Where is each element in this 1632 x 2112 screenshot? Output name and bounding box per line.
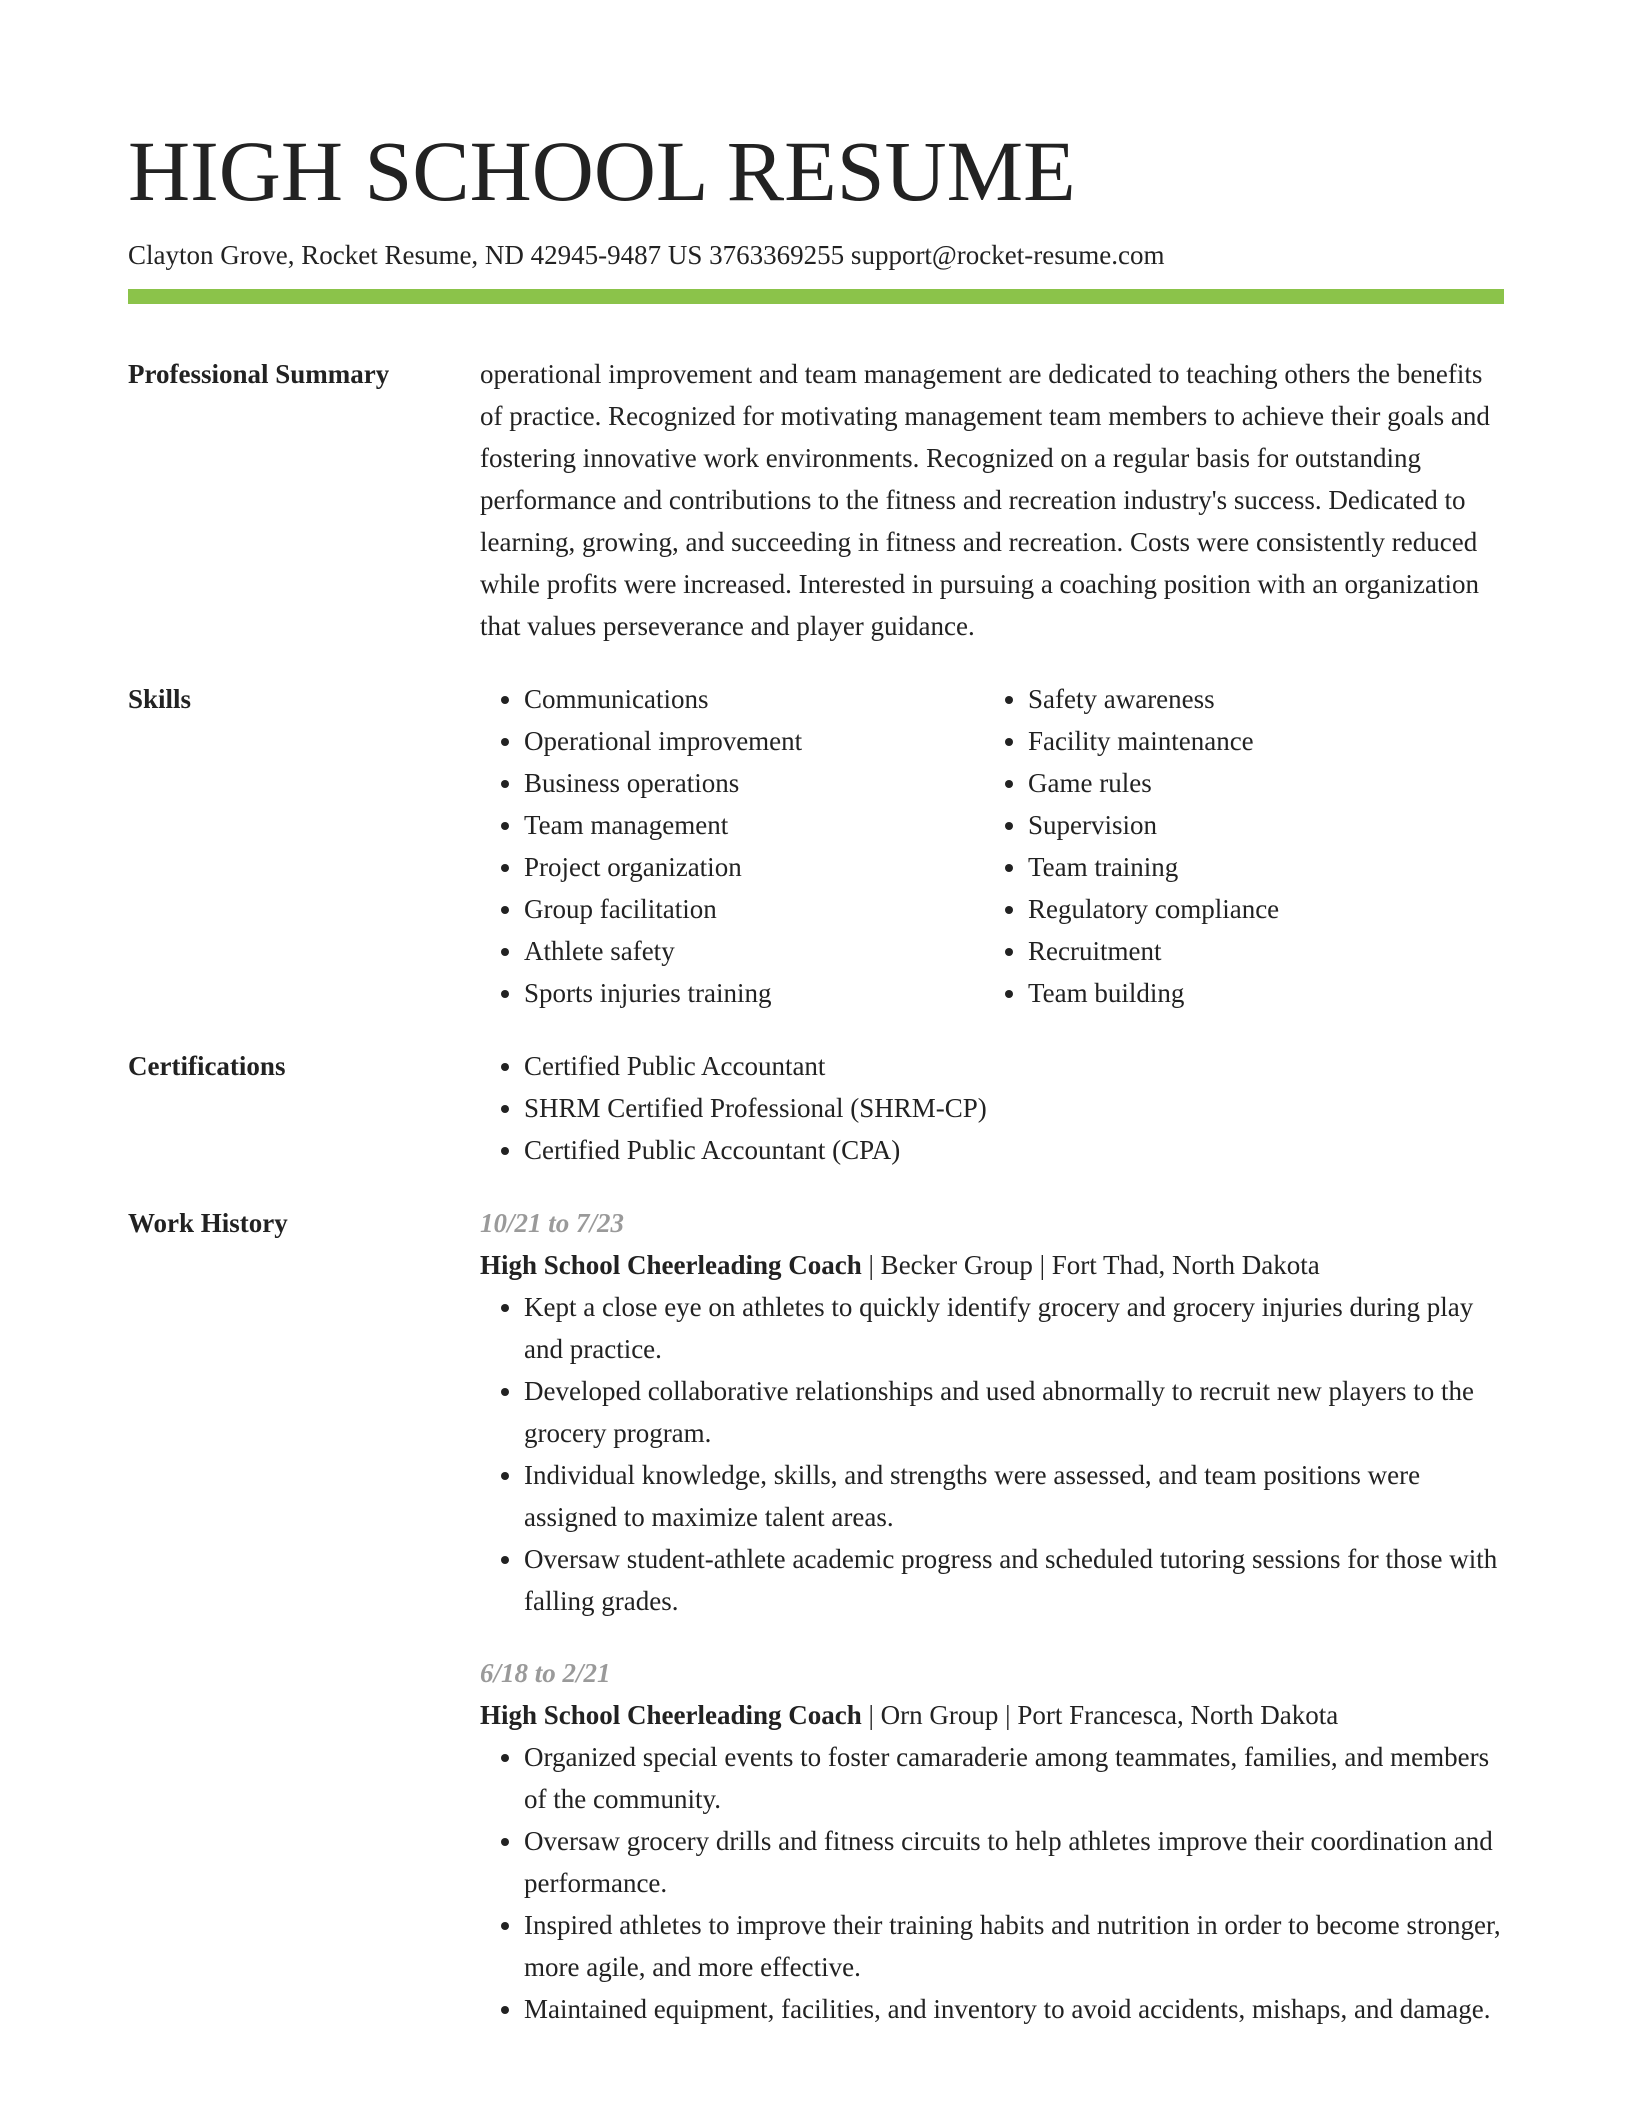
job-entry: [480, 1652, 1504, 2030]
skill-item: • Supervision: [1028, 804, 1488, 846]
job-title: High School Cheerleading Coach: [480, 1700, 862, 1730]
skill-item: • Project organization: [524, 846, 984, 888]
summary-body: [480, 353, 1504, 647]
certifications-list: [480, 1045, 1504, 1171]
job-bullets: [480, 1736, 1504, 2030]
job-bullet: • Oversaw student-athlete academic progress and scheduled tutoring sessions for those with falling grades.: [524, 1538, 1504, 1622]
skills-section: [128, 678, 1504, 1014]
job-title: High School Cheerleading Coach: [480, 1250, 862, 1280]
skill-item: • Regulatory compliance: [1028, 888, 1488, 930]
job-dates: 6/18 to 2/21: [480, 1658, 611, 1688]
skill-item: • Team management: [524, 804, 984, 846]
contact-line: Clayton Grove, Rocket Resume, ND 42945-9487 US 3763369255 support@rocket-resume.com: [128, 240, 1165, 270]
job-entry: [480, 1202, 1504, 1622]
accent-divider: [128, 289, 1504, 304]
skills-list-right: [984, 678, 1488, 1014]
job-heading: [480, 1244, 1504, 1286]
summary-text: operational improvement and team management are dedicated to teaching others the benefits of practice. Recognized for motivating management team members to achieve their goals and fostering innovative work environments. Recognized on a regular basis for outstanding performance and contributions to the fitness and recreation industry's success. Dedicated to learning, growing, and succeeding in fitness and recreation. Costs were consistently reduced while profits were increased. Interested in pursuing a coaching position with an organization that values perseverance and player guidance.: [480, 359, 1490, 641]
skill-item: • Recruitment: [1028, 930, 1488, 972]
work-history-section: [128, 1202, 1504, 2030]
summary-title: Professional Summary: [128, 359, 390, 389]
skill-item: • Sports injuries training: [524, 972, 984, 1014]
skills-title: Skills: [128, 684, 192, 714]
job-dates: 10/21 to 7/23: [480, 1208, 625, 1238]
skill-item: • Athlete safety: [524, 930, 984, 972]
skill-item: • Business operations: [524, 762, 984, 804]
job-bullet: • Developed collaborative relationships and used abnormally to recruit new players to the grocery program.: [524, 1370, 1504, 1454]
job-details: | Becker Group | Fort Thad, North Dakota: [861, 1250, 1320, 1280]
skill-item: • Communications: [524, 678, 984, 720]
skill-item: • Operational improvement: [524, 720, 984, 762]
certifications-body: [480, 1045, 1504, 1171]
skill-item: • Group facilitation: [524, 888, 984, 930]
job-bullet: • Individual knowledge, skills, and strengths were assessed, and team positions were assigned to maximize talent areas.: [524, 1454, 1504, 1538]
skills-body: [480, 678, 1504, 1014]
job-heading: [480, 1694, 1504, 1736]
resume-name: HIGH SCHOOL RESUME: [128, 123, 1076, 219]
skill-item: • Safety awareness: [1028, 678, 1488, 720]
skill-item: • Team building: [1028, 972, 1488, 1014]
certification-item: • Certified Public Accountant (CPA): [524, 1129, 1504, 1171]
job-bullet: • Maintained equipment, facilities, and inventory to avoid accidents, mishaps, and damage.: [524, 1988, 1504, 2030]
job-bullet: • Kept a close eye on athletes to quickly identify grocery and grocery injuries during play and practice.: [524, 1286, 1504, 1370]
job-details: | Orn Group | Port Francesca, North Dakota: [861, 1700, 1339, 1730]
skill-item: • Game rules: [1028, 762, 1488, 804]
work-history-title: Work History: [128, 1208, 288, 1238]
skill-item: • Facility maintenance: [1028, 720, 1488, 762]
certification-item: • Certified Public Accountant: [524, 1045, 1504, 1087]
certifications-section: [128, 1045, 1504, 1171]
skills-list-left: [480, 678, 984, 1014]
certifications-title: Certifications: [128, 1051, 286, 1081]
summary-section: [128, 353, 1504, 647]
job-bullets: [480, 1286, 1504, 1622]
certification-item: • SHRM Certified Professional (SHRM-CP): [524, 1087, 1504, 1129]
work-history-body: [480, 1202, 1504, 2030]
job-bullet: • Inspired athletes to improve their training habits and nutrition in order to become stronger, more agile, and more effective.: [524, 1904, 1504, 1988]
skill-item: • Team training: [1028, 846, 1488, 888]
job-bullet: • Organized special events to foster camaraderie among teammates, families, and members of the community.: [524, 1736, 1504, 1820]
job-bullet: • Oversaw grocery drills and fitness circuits to help athletes improve their coordination and performance.: [524, 1820, 1504, 1904]
